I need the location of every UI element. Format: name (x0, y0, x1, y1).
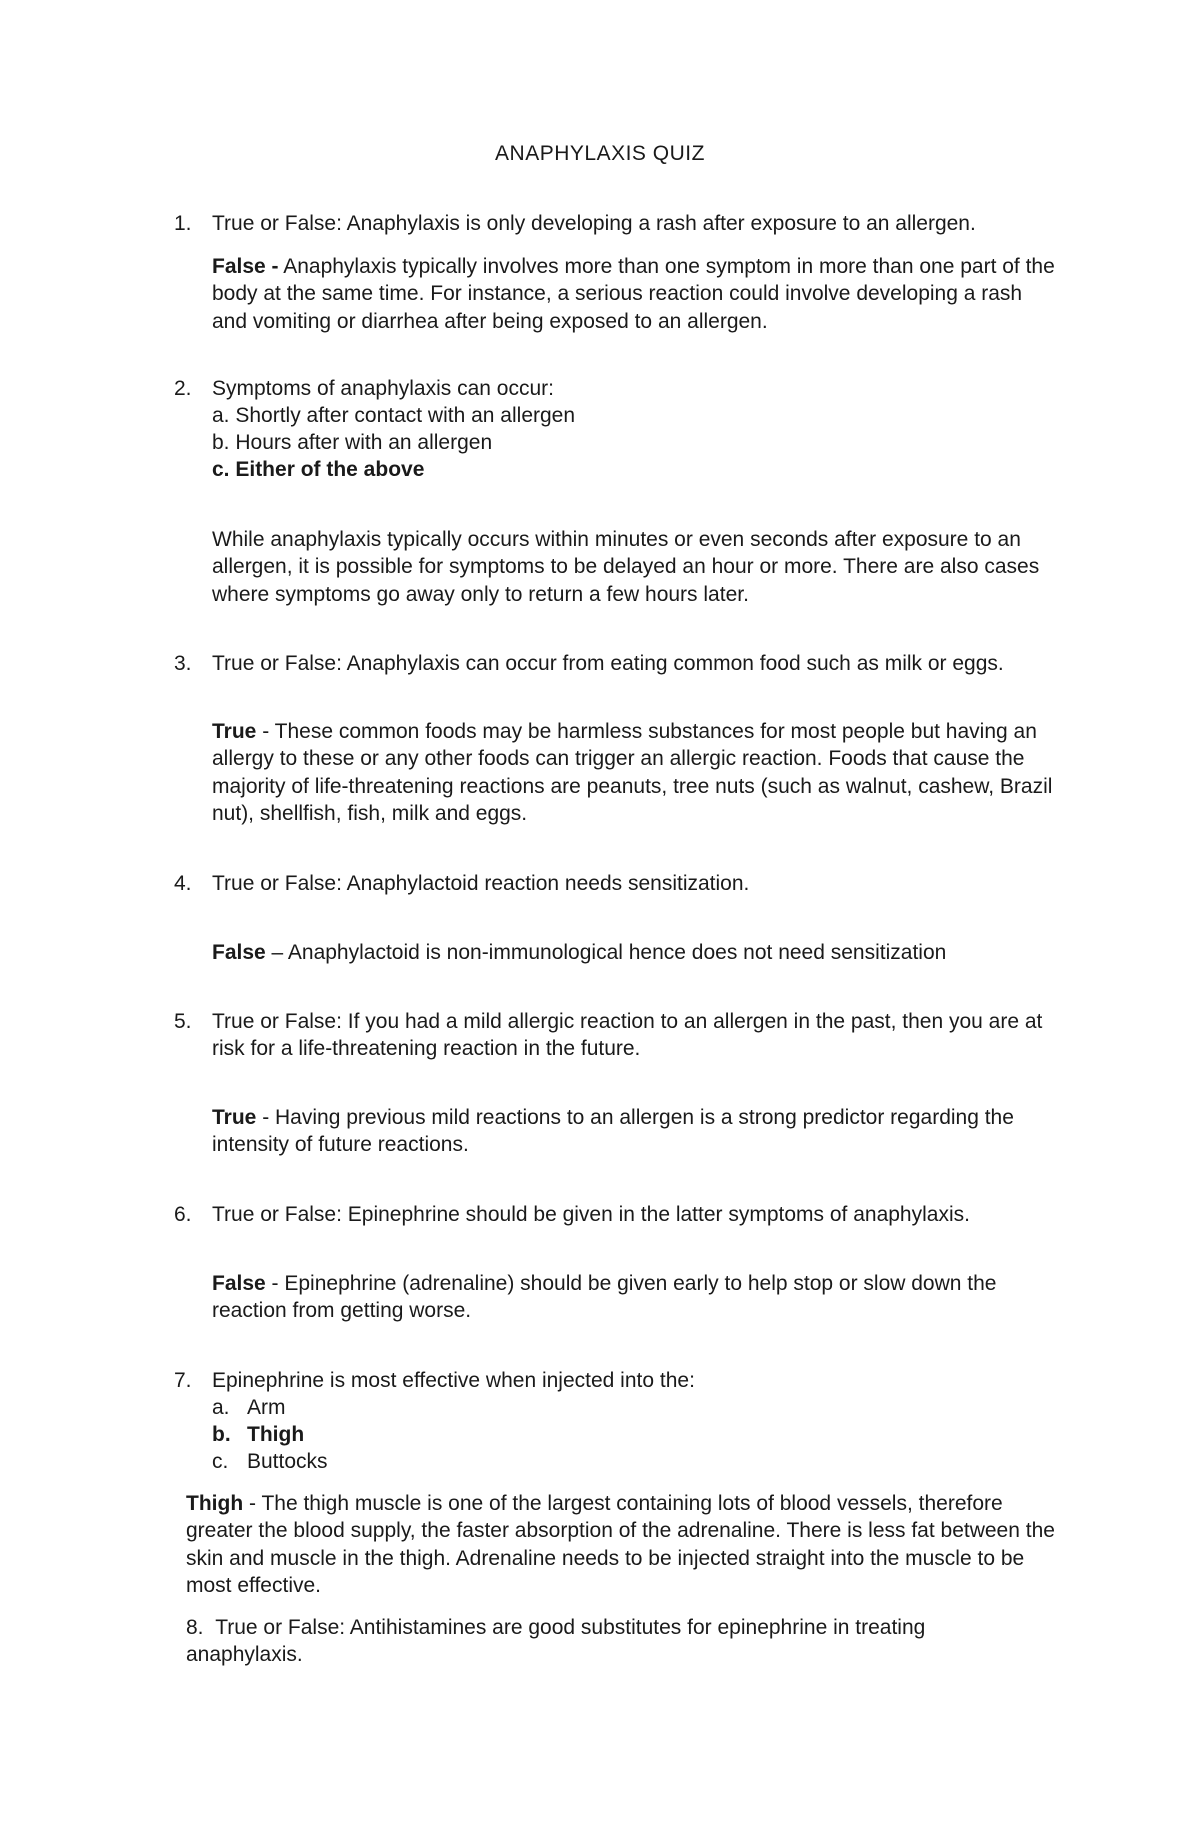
answer-4-explanation: – Anaphylactoid is non-immunological hence does not need sensitization (265, 941, 947, 964)
answer-3-explanation: - These common foods may be harmless substances for most people but having an allergy to these or any other foods can trigger an allergic reaction. Foods that cause the majority of life-threatening reactions are peanuts, tree nuts (such as walnut, cashew, Brazil nut), shellfish, fish, milk and eggs. (212, 720, 1053, 825)
answer-7-explanation: - The thigh muscle is one of the largest containing lots of blood vessels, therefore greater the blood supply, the faster absorption of the adrenaline. There is less fat between the skin and muscle in the thigh. Adrenaline needs to be injected straight into the muscle to be most effective. (186, 1492, 1055, 1597)
question-2-option-b: b. Hours after with an allergen (212, 431, 493, 454)
answer-3-verdict: True (212, 720, 257, 743)
question-3-number: 3. (174, 652, 192, 675)
question-7-option-c: Buttocks (247, 1450, 328, 1473)
answer-1-explanation: Anaphylaxis typically involves more than one symptom in more than one part of the body at the same time. For instance, a serious reaction could involve developing a rash and vomiting or diarrhea after being exposed to an allergen. (212, 255, 1055, 333)
question-2-explanation: While anaphylaxis typically occurs within minutes or even seconds after exposure to an allergen, it is possible for symptoms to be delayed an hour or more. There are also cases where symptoms go away only to return a few hours later. (212, 528, 1040, 606)
question-6-answer (212, 1270, 1062, 1325)
question-3-answer (212, 718, 1062, 827)
answer-7-verdict: Thigh (186, 1492, 244, 1515)
question-6-number: 6. (174, 1203, 192, 1226)
question-2-option-c: c. Either of the above (212, 458, 425, 481)
question-8-text (186, 1614, 1016, 1669)
question-4-answer (212, 939, 1062, 966)
question-7-option-b-letter: b. (212, 1423, 231, 1446)
question-1-number: 1. (174, 212, 192, 235)
page-title: ANAPHYLAXIS QUIZ (495, 142, 705, 165)
question-2-option-a: a. Shortly after contact with an allergen (212, 404, 576, 427)
question-5-text: True or False: If you had a mild allergic reaction to an allergen in the past, then you are at risk for a life-threatening reaction in the future. (212, 1010, 1043, 1061)
question-2-text: Symptoms of anaphylaxis can occur: (212, 377, 554, 400)
question-7-text: Epinephrine is most effective when injected into the: (212, 1369, 695, 1392)
question-4-text: True or False: Anaphylactoid reaction needs sensitization. (212, 872, 750, 895)
answer-6-explanation: - Epinephrine (adrenaline) should be given early to help stop or slow down the reaction from getting worse. (212, 1272, 997, 1323)
question-6-text: True or False: Epinephrine should be given in the latter symptoms of anaphylaxis. (212, 1203, 970, 1226)
question-5-answer (212, 1104, 1062, 1159)
question-1-answer (212, 253, 1062, 335)
question-4-number: 4. (174, 872, 192, 895)
answer-5-explanation: - Having previous mild reactions to an allergen is a strong predictor regarding the intensity of future reactions. (212, 1106, 1014, 1157)
question-8-number: 8. (186, 1616, 204, 1639)
question-7-option-b: Thigh (247, 1423, 305, 1446)
answer-6-verdict: False (212, 1272, 266, 1295)
question-7-number: 7. (174, 1369, 192, 1392)
question-2-number: 2. (174, 377, 192, 400)
answer-5-verdict: True (212, 1106, 257, 1129)
question-8-question: True or False: Antihistamines are good substitutes for epinephrine in treating anaphylaxis. (186, 1616, 926, 1667)
question-5-number: 5. (174, 1010, 192, 1033)
question-7-option-c-letter: c. (212, 1450, 229, 1473)
question-7-option-a-letter: a. (212, 1396, 230, 1419)
question-7-option-a: Arm (247, 1396, 286, 1419)
answer-1-verdict: False - (212, 255, 279, 278)
question-1-text: True or False: Anaphylaxis is only developing a rash after exposure to an allergen. (212, 212, 976, 235)
question-3-text: True or False: Anaphylaxis can occur from eating common food such as milk or eggs. (212, 652, 1004, 675)
question-7-answer (186, 1490, 1066, 1599)
answer-4-verdict: False (212, 941, 266, 964)
